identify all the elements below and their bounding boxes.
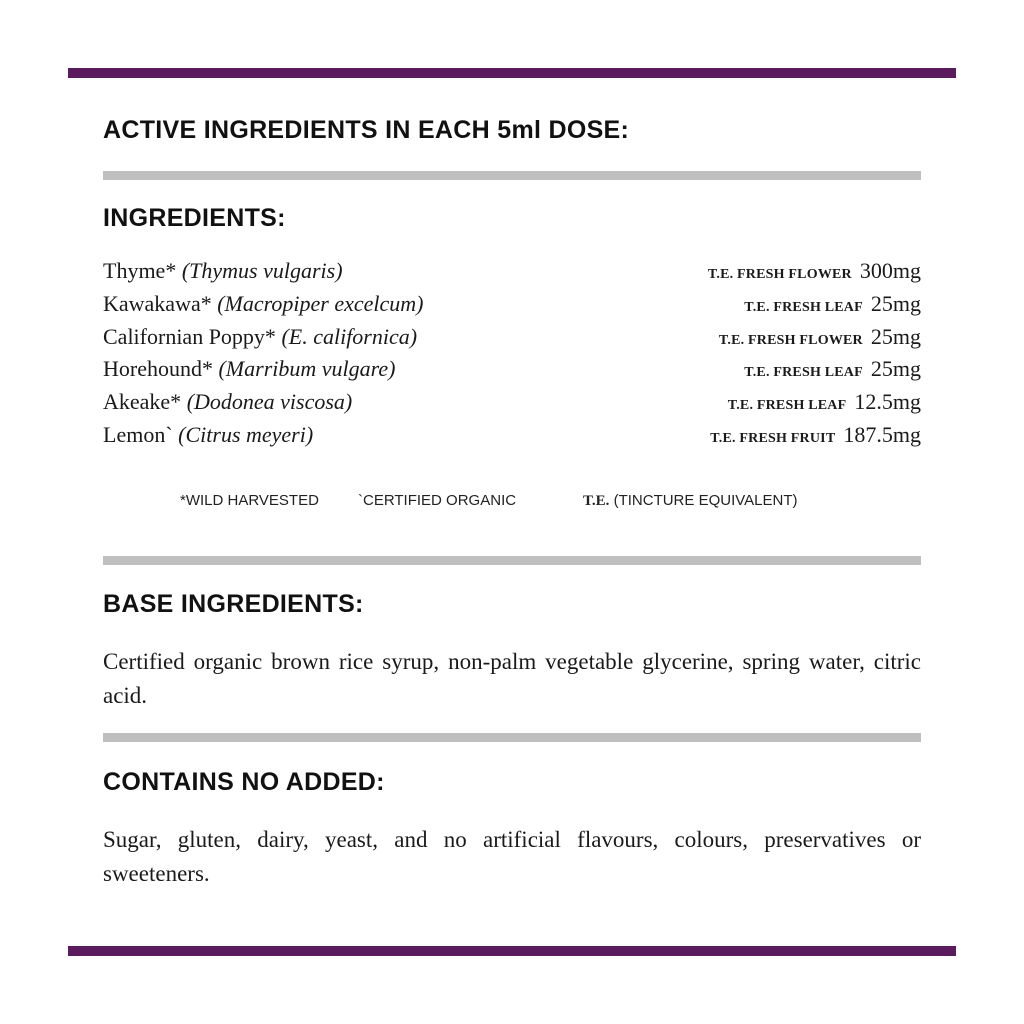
ingredient-row	[103, 258, 921, 291]
ingredient-latin-name: (Marribum vulgare)	[218, 356, 396, 382]
ingredient-name: Thyme*	[103, 258, 182, 283]
ingredient-row	[103, 389, 921, 422]
ingredient-amount: 187.5mg	[843, 421, 921, 447]
page-title: ACTIVE INGREDIENTS IN EACH 5ml DOSE:	[103, 116, 630, 144]
ingredient-form: T.E. FRESH FLOWER	[707, 267, 852, 282]
ingredient-latin-name: (E. californica)	[281, 323, 418, 349]
base-ingredients-text: Certified organic brown rice syrup, non-palm vegetable glycerine, spring water, citric acid.	[103, 649, 921, 708]
ingredient-row	[103, 324, 921, 357]
divider	[103, 556, 921, 565]
ingredient-row	[103, 422, 921, 455]
ingredient-row	[103, 356, 921, 389]
bottom-accent-bar	[68, 946, 956, 956]
legend-tincture-equivalent	[583, 492, 797, 510]
legend-wild-harvested: *WILD HARVESTED	[180, 492, 319, 509]
ingredient-row	[103, 291, 921, 324]
divider	[103, 171, 921, 180]
legend-certified-organic: `CERTIFIED ORGANIC	[358, 492, 517, 509]
ingredient-name: Horehound*	[103, 356, 219, 382]
ingredient-form: T.E. FRESH LEAF	[744, 299, 863, 315]
legend-te-abbr: T.E.	[583, 493, 610, 509]
ingredients-heading: INGREDIENTS:	[103, 204, 286, 232]
ingredient-form: T.E. FRESH FLOWER	[718, 332, 863, 348]
ingredient-latin-name: (Macropiper excelcum)	[217, 290, 424, 316]
ingredient-latin-name: (Dodonea viscosa)	[186, 389, 353, 415]
divider	[103, 733, 921, 742]
no-added-heading: CONTAINS NO ADDED:	[103, 768, 385, 796]
ingredient-amount: 25mg	[870, 356, 921, 382]
ingredient-latin-name: (Thymus vulgaris)	[181, 258, 343, 283]
top-accent-bar	[68, 68, 956, 78]
ingredient-amount: 12.5mg	[854, 389, 921, 415]
ingredient-form: T.E. FRESH FRUIT	[710, 430, 836, 446]
ingredient-amount: 25mg	[870, 323, 921, 349]
ingredient-name: Kawakawa*	[103, 290, 218, 316]
ingredient-form: T.E. FRESH LEAF	[727, 398, 847, 414]
ingredient-amount: 25mg	[870, 290, 921, 316]
ingredient-amount: 300mg	[859, 258, 921, 283]
ingredient-name: Californian Poppy*	[103, 323, 282, 349]
base-ingredients-heading: BASE INGREDIENTS:	[103, 590, 364, 618]
no-added-text: Sugar, gluten, dairy, yeast, and no artificial flavours, colours, preservatives or sweeteners.	[103, 827, 921, 886]
ingredient-name: Akeake*	[103, 389, 187, 415]
ingredient-latin-name: (Citrus meyeri)	[178, 421, 314, 447]
ingredients-list	[103, 258, 921, 455]
ingredient-name: Lemon`	[103, 421, 179, 447]
ingredient-form: T.E. FRESH LEAF	[744, 365, 863, 381]
legend-te-text: (TINCTURE EQUIVALENT)	[609, 492, 798, 509]
